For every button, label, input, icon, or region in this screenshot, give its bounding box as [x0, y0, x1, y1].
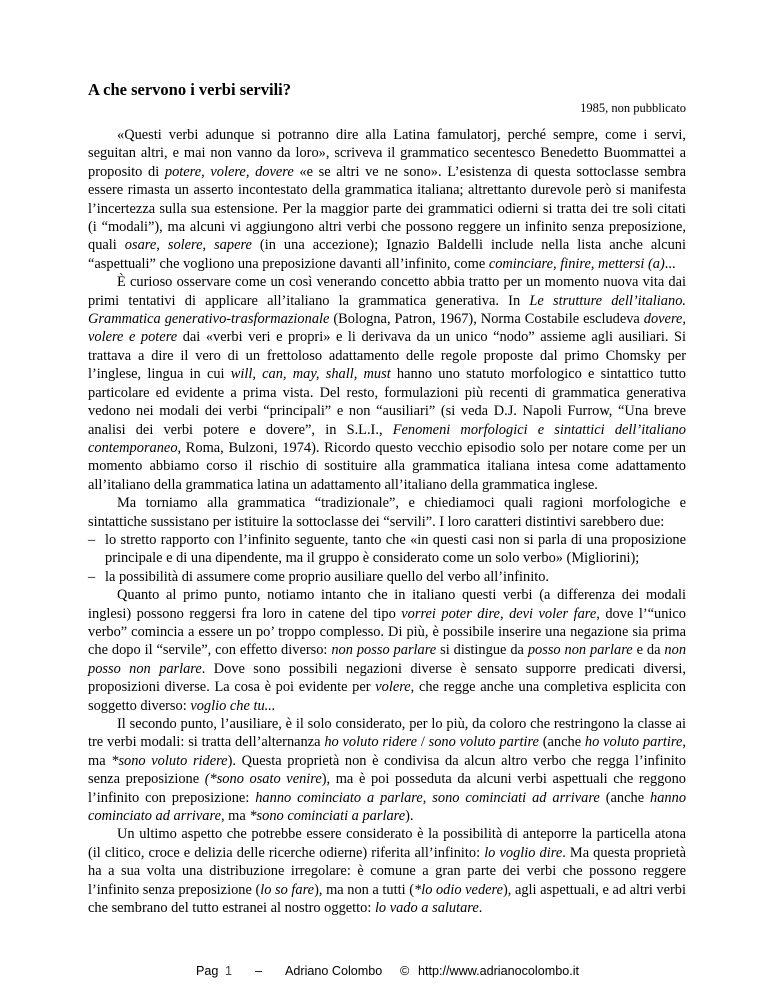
italic-text: osare, solere, sapere — [124, 237, 252, 254]
text-run: (anche — [599, 789, 651, 806]
text-run: / — [416, 734, 429, 751]
body-text-intro — [88, 126, 686, 531]
italic-text: ho voluto ridere — [324, 734, 417, 751]
author-name: Adriano Colombo — [285, 964, 383, 978]
text-run: «Questi verbi adunque si potranno dire alla Latina famulatorj, perché sempre, come i servi, seguitan altri, e mai non vanno da loro», scriveva il grammatico secentesco Benedetto Buommattei a proposito di — [88, 127, 686, 180]
footer-separator: – — [255, 964, 263, 978]
text-run: ), ma non a tutti ( — [314, 881, 414, 898]
italic-text: ho voluto partire — [584, 734, 683, 751]
text-run: , dove l’“unico verbo” comincia a essere un po’ troppo complesso. Di più, è possibile inserire una negazione sia prima che dopo il “servile”, con effetto diverso: — [88, 605, 686, 659]
text-run: e da — [632, 642, 665, 659]
text-run: Un ultimo aspetto che potrebbe essere considerato è la possibilità di anteporre la particella atona (il clitico, croce e delizia delle ricerche odierne) riferita all’infinito: — [88, 826, 686, 861]
page-number: 1 — [225, 964, 233, 978]
italic-text: *sono cominciati a parlare — [249, 808, 406, 825]
italic-text: voglio che tu... — [190, 697, 276, 714]
text-run: Quanto al primo punto, notiamo intanto che in italiano questi verbi (a differenza dei modali inglesi) possono reggersi fra loro in catene del tipo — [88, 587, 686, 622]
italic-text: will, can, may, shall, must — [230, 366, 391, 383]
list-item — [88, 568, 686, 586]
italic-text: sono voluto partire — [428, 734, 539, 751]
text-run: . Ma questa proprietà ha a sua volta una distribuzione irregolare: è comune a gran parte dei verbi che possono reggere l’infinito senza preposizione ( — [88, 844, 686, 898]
text-run: ... — [664, 255, 676, 272]
text-run: , ma — [88, 734, 686, 769]
text-run: (anche — [538, 734, 585, 751]
italic-text: (*sono osato venire — [204, 771, 322, 788]
text-run: ), agli aspettuali, e ad altri verbi che sembrano del tutto estranei al nostro oggetto: — [88, 881, 686, 917]
italic-text: *lo odio vedere — [414, 881, 503, 898]
text-run: (Bologna, Patron, 1967), Norma Costabile escludeva — [329, 311, 644, 328]
text-run: lo stretto rapporto con l’infinito seguente, tanto che «in questi casi non si parla di una proposizione principale e di una dipendente, ma il gruppo è considerato come un solo verbo» (Migliorini); — [105, 531, 686, 567]
paragraph — [88, 494, 686, 531]
italic-text: dovere, volere e potere — [88, 311, 686, 346]
paragraph — [88, 715, 686, 825]
text-run: «e se altri ve ne sono». L’esistenza di questa sottoclasse sembra essere rimasta un asserto incontestato della grammatica italiana; altrettanto durevole però si manifesta l’incertezza sulla sua estensione. Per la maggior parte dei grammatici odierni si tratta dei tre soli citati (i “modali”), ma alcuni vi aggiungono altri verbi che possono reggere un infinito senza preposizione, quali — [88, 163, 686, 254]
italic-text: volere — [375, 679, 411, 696]
text-run: , Roma, Bulzoni, 1974). Ricordo questo vecchio episodio solo per notare come per un momento abbiamo corso il rischio di sostituire alla grammatica italiana intesa come adattamento all’italiano della grammatica latina un adattamento all’italiano della grammatica inglese. — [88, 439, 686, 493]
text-run: dai «verbi veri e propri» e li derivava da un unico “nodo” assieme agli ausiliari. Si trattava a dire il vero di un frettoloso adattamento delle regole proposte dal primo Chomsky per l’inglese, lingua in cui — [88, 329, 687, 383]
italic-text: hanno cominciato a parlare — [255, 789, 423, 806]
author-website-link[interactable]: http://www.adrianocolombo.it — [418, 964, 580, 978]
page-label: Pag — [196, 964, 219, 978]
text-run: È curioso osservare come un così venerando concetto abbia tratto per un momento nuova vita dai primi tentativi di applicare all’italiano la grammatica generativa. In — [88, 274, 686, 309]
text-run: , che regge anche una completiva esplicita con soggetto diverso: — [88, 679, 687, 714]
italic-text: lo so fare — [260, 881, 315, 898]
italic-text: non posso non parlare — [88, 642, 687, 677]
italic-text: Le strutture dell’italiano. Grammatica generativo-trasformazionale — [88, 292, 686, 328]
text-run: Ma torniamo alla grammatica “tradizionale”, e chiediamoci quali ragioni morfologiche e sintattiche sussistano per istituire la sottoclasse dei “servili”. I loro caratteri distintivi sarebbero due: — [88, 495, 686, 530]
text-run: . Dove sono possibili negazioni diverse è sensato supporre predicati diversi, proposizioni diverse. La cosa è poi evidente per — [88, 660, 686, 696]
italic-text: lo vado a salutare — [374, 900, 479, 917]
italic-text: potere, volere, dovere — [164, 163, 294, 180]
italic-text: lo voglio dire — [484, 844, 563, 861]
copyright-symbol: © — [400, 964, 410, 978]
page-title: A che servono i verbi servili? — [88, 80, 292, 99]
paragraph — [88, 273, 686, 494]
body-text-discussion — [88, 586, 686, 917]
text-run: . — [478, 900, 483, 917]
italic-text: hanno cominciato ad arrivare — [88, 789, 687, 825]
italic-text: devi voler fare — [509, 605, 597, 622]
feature-list — [88, 531, 686, 586]
text-run: ). — [405, 808, 414, 825]
italic-text: vorrei poter dire — [401, 605, 500, 622]
document-page — [88, 80, 686, 917]
italic-text: *sono voluto ridere — [111, 752, 228, 769]
italic-text: non posso parlare — [331, 642, 437, 659]
paragraph — [88, 126, 686, 273]
italic-text: posso non parlare — [527, 642, 633, 659]
text-run: , ma — [220, 808, 250, 825]
text-run: ). Questa proprietà non è condivisa da alcun altro verbo che regga l’infinito senza preposizione — [88, 752, 686, 788]
text-run: si distingue da — [436, 642, 528, 659]
list-item — [88, 531, 686, 568]
text-run: la possibilità di assumere come proprio ausiliare quello del verbo all’infinito. — [105, 568, 549, 585]
italic-text: sono cominciati ad arrivare — [432, 789, 600, 806]
text-run: hanno uno statuto morfologico e sintattico tutto particolare ed evidente a prima vista. Del resto, formulazioni più recenti di grammatica generativa vedono nei modali dei verbi “principali” e non “ausiliari” (si veda D.J. Napoli Furrow, “Una breve analisi dei verbi potere e dovere”, in S.L.I., — [88, 366, 686, 438]
text-run: ), ma è poi posseduta da alcuni verbi aspettuali che reggono l’infinito con preposizione: — [88, 771, 686, 806]
publication-note: 1985, non pubblicato — [580, 101, 686, 115]
paragraph — [88, 586, 686, 715]
italic-text: Fenomeni morfologici e sintattici dell’italiano contemporaneo — [88, 421, 686, 456]
paragraph — [88, 825, 686, 917]
text-run: , — [499, 605, 510, 622]
text-run: (in una accezione); Ignazio Baldelli include nella lista anche alcuni “aspettuali” che vogliono una preposizione davanti all’infinito, come — [88, 237, 686, 272]
text-run: Il secondo punto, l’ausiliare, è il solo considerato, per lo più, da coloro che restringono la classe ai tre verbi modali: si tratta dell’alternanza — [88, 716, 686, 751]
italic-text: cominciare, finire, mettersi (a) — [488, 255, 665, 272]
text-run: , — [422, 789, 433, 806]
